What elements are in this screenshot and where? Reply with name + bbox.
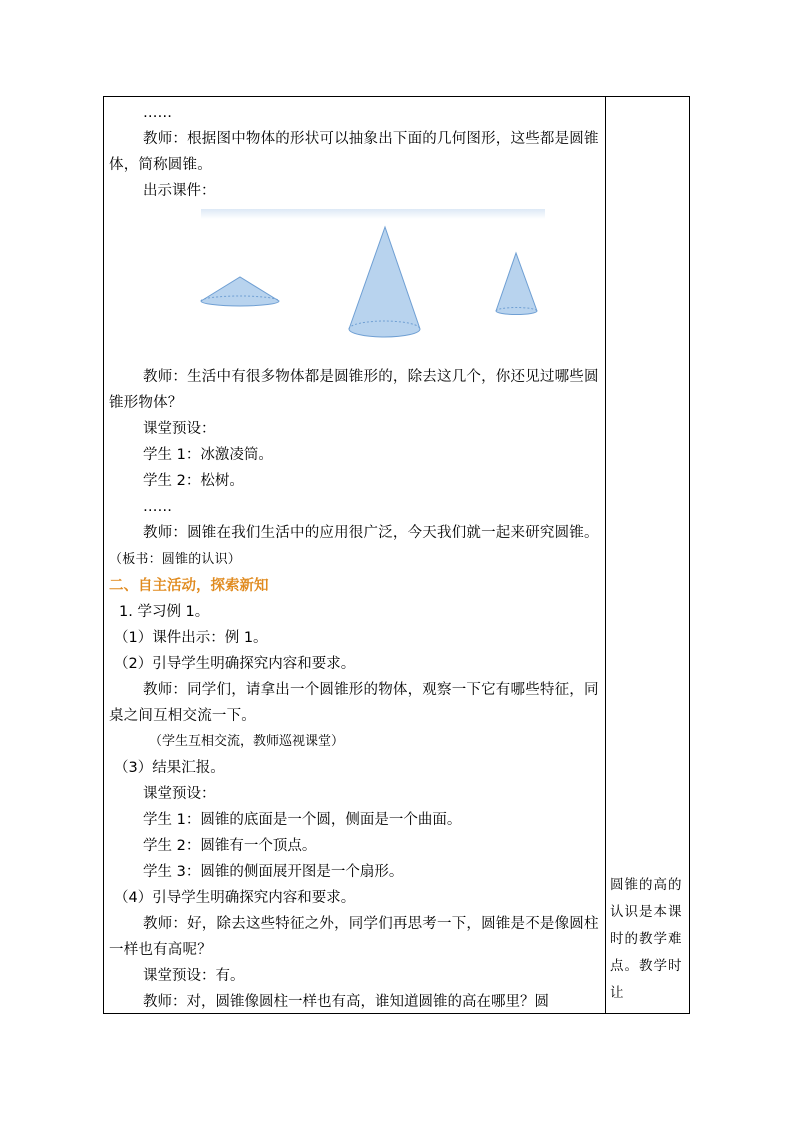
cone-shape-tall <box>349 227 420 337</box>
teacher-paragraph-3-text: 教师：圆锥在我们生活中的应用很广泛，今天我们就一起来研究圆锥。 <box>143 525 599 541</box>
teacher-paragraph-4: 教师：同学们，请拿出一个圆锥形的物体，观察一下它有哪些特征，同桌之间互相交流一下。 <box>109 682 599 724</box>
side-note: 圆锥的高的认识是本课时的教学难点。教学时让 <box>610 877 683 1001</box>
main-column <box>109 97 601 1015</box>
student-answer-5: 学生 3：圆锥的侧面展开图是一个扇形。 <box>143 864 404 880</box>
step-4: （4）引导学生明确探究内容和要求。 <box>114 890 356 906</box>
step-3: （3）结果汇报。 <box>114 760 225 776</box>
preset-label-2: 课堂预设： <box>143 786 216 802</box>
activity-note: （学生互相交流，教师巡视课堂） <box>149 734 345 749</box>
student-answer-3: 学生 1：圆锥的底面是一个圆，侧面是一个曲面。 <box>143 812 462 828</box>
step-2: （2）引导学生明确探究内容和要求。 <box>114 656 356 672</box>
teacher-paragraph-2: 教师：生活中有很多物体都是圆锥形的，除去这几个，你还见过哪些圆锥形物体？ <box>109 369 599 411</box>
ellipsis-line-2: …… <box>143 499 172 515</box>
student-answer-2: 学生 2：松树。 <box>143 473 244 489</box>
cone-shape-flat <box>201 277 279 306</box>
ellipsis-line: …… <box>143 105 172 121</box>
teacher-paragraph-6: 教师：对，圆锥像圆柱一样也有高，谁知道圆锥的高在哪里？圆 <box>143 994 549 1010</box>
board-note: （板书：圆锥的认识） <box>109 552 242 567</box>
cone-illustration <box>109 204 601 364</box>
teacher-paragraph-5: 教师：好，除去这些特征之外，同学们再思考一下，圆锥是不是像圆柱一样也有高呢？ <box>109 916 599 958</box>
section-heading: 二、自主活动，探索新知 <box>109 578 269 594</box>
cone-shape-small <box>496 253 537 315</box>
step-1: （1）课件出示：例 1。 <box>114 630 268 646</box>
courseware-label: 出示课件： <box>143 183 216 199</box>
teacher-paragraph-1: 教师：根据图中物体的形状可以抽象出下面的几何图形，这些都是圆锥体，简称圆锥。 <box>109 131 599 173</box>
teacher-paragraph-3 <box>109 520 601 573</box>
preset-answer: 课堂预设：有。 <box>143 968 245 984</box>
column-divider <box>605 96 606 1014</box>
cone-figure <box>109 204 601 364</box>
preset-label-1: 课堂预设： <box>143 421 216 437</box>
example-title: 1. 学习例 1。 <box>119 604 210 620</box>
student-answer-1: 学生 1：冰激凌筒。 <box>143 447 273 463</box>
figure-shadow-band <box>201 209 545 219</box>
student-answer-4: 学生 2：圆锥有一个顶点。 <box>143 838 317 854</box>
